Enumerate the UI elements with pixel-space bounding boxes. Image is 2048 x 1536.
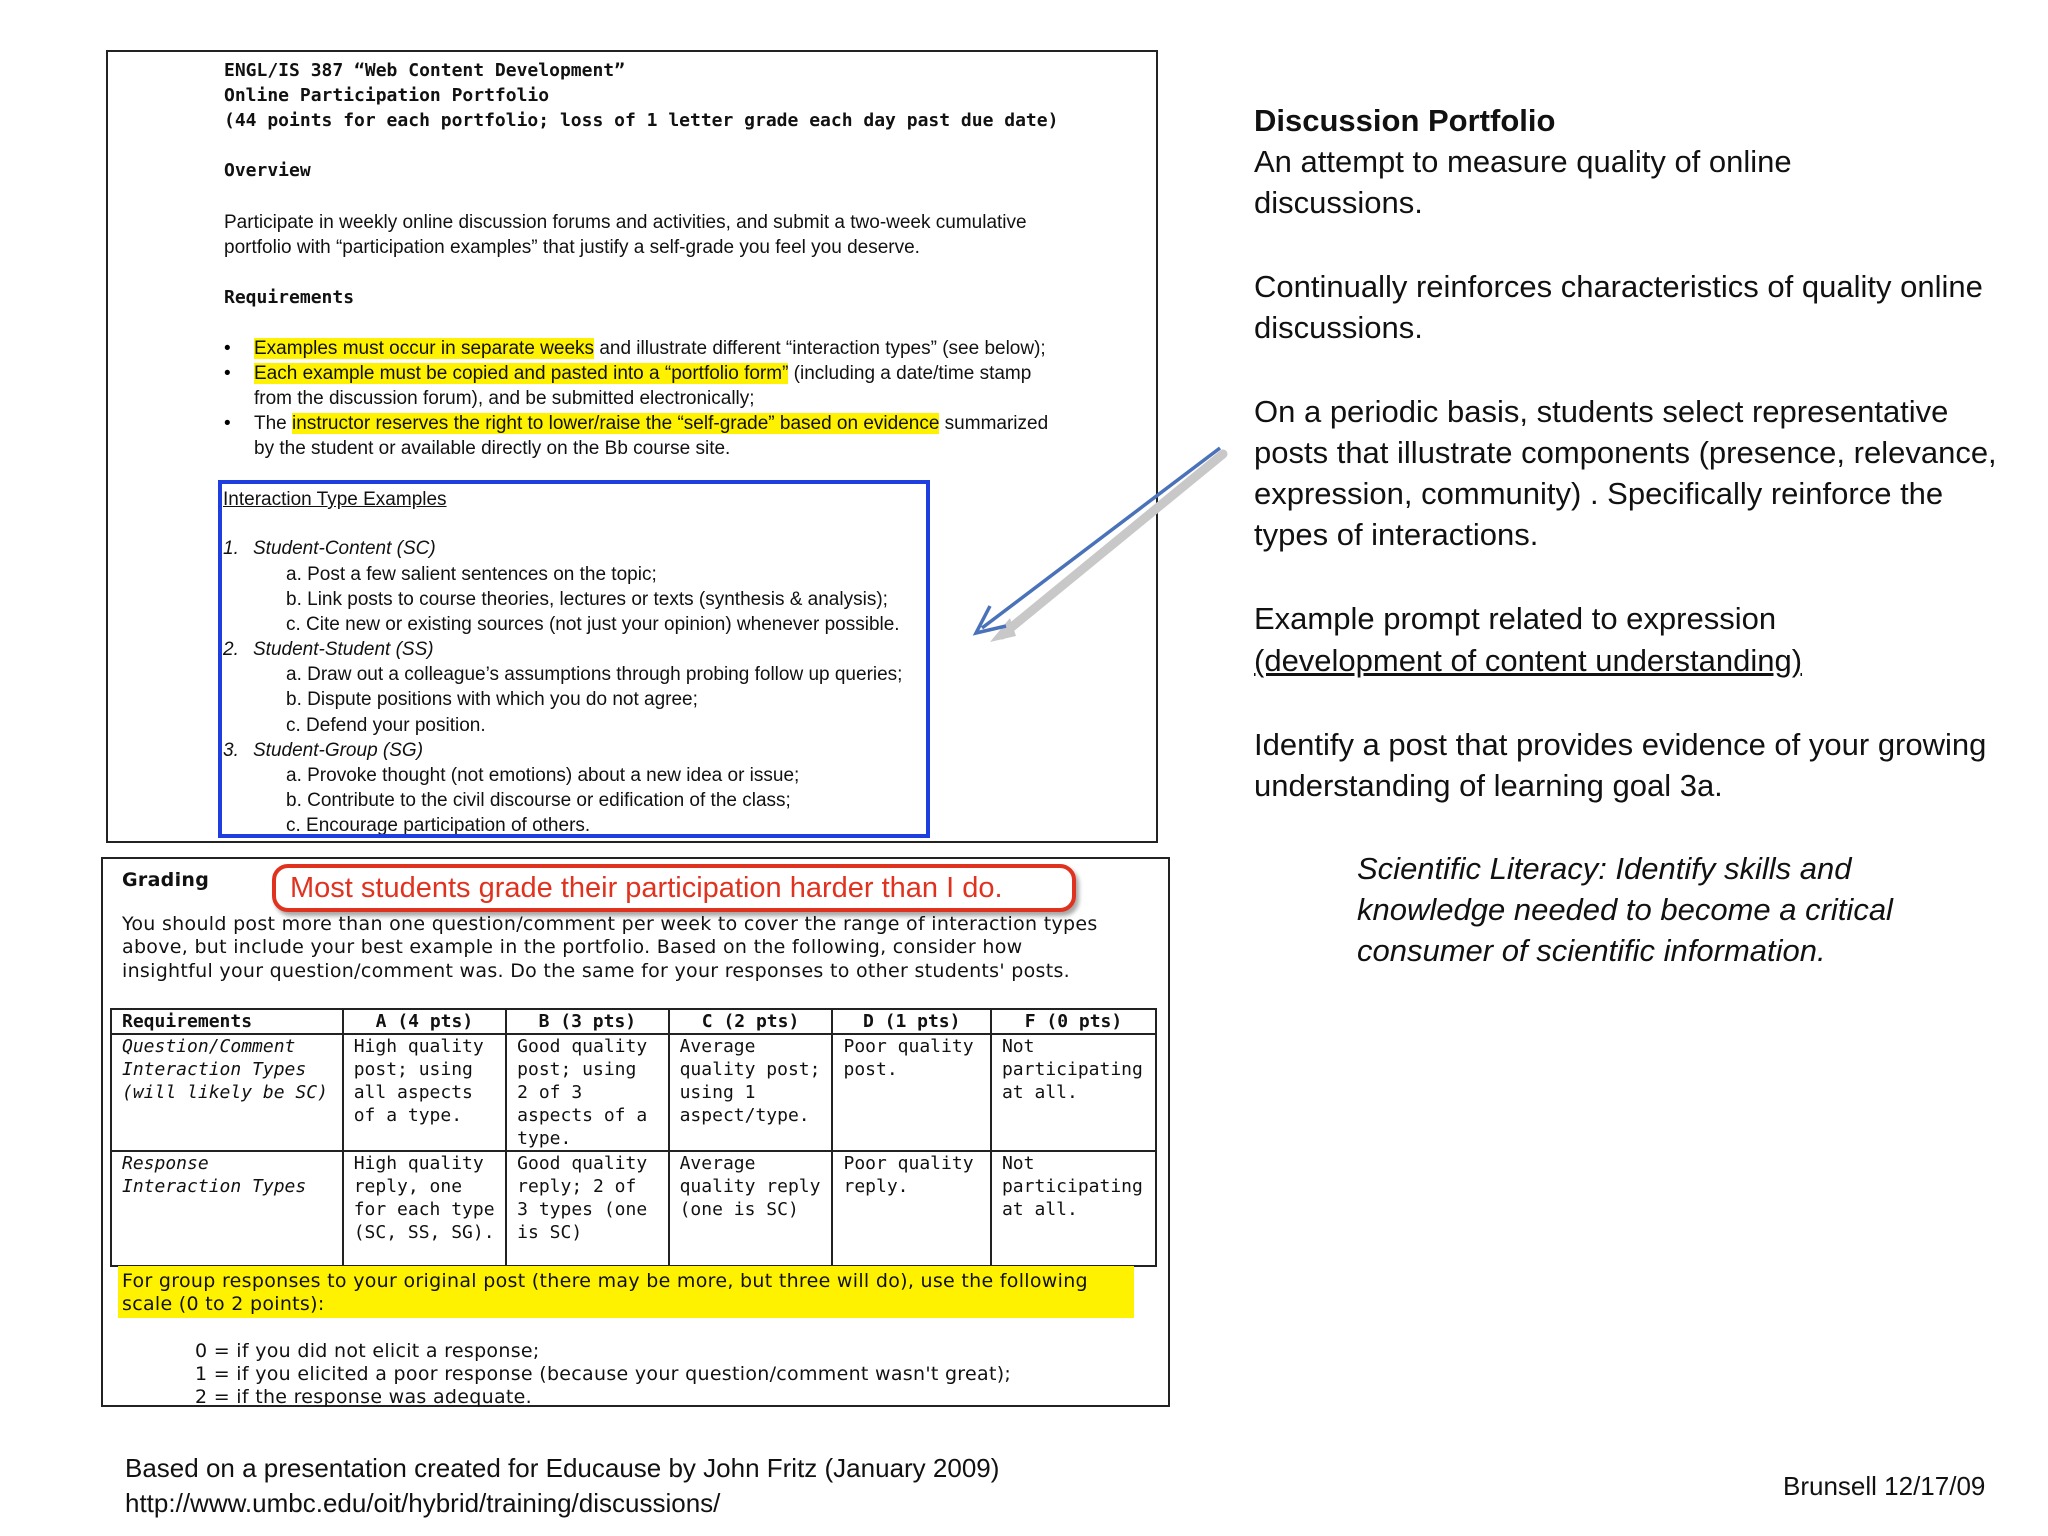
arrow-shadow [1002,454,1223,635]
table-cell: Good quality post; using 2 of 3 aspects of a type. [506,1034,668,1151]
table-cell: Question/Comment Interaction Types (will likely be SC) [111,1034,343,1151]
column-header: C (2 pts) [669,1009,833,1034]
bullet: • [224,413,231,434]
highlight: Each example must be copied and pasted into a “portfolio form” [254,363,789,384]
type-student-student: Student-Student (SS) [253,639,434,660]
scale-item: 1 = if you elicited a poor response (because your question/comment wasn't great); [195,1363,1012,1385]
grading-intro: You should post more than one question/comment per week to cover the range of interaction types [122,913,1098,935]
points-note: (44 points for each portfolio; loss of 1 letter grade each day past due date) [224,110,1059,131]
type-item: b. Link posts to course theories, lectures or texts (synthesis & analysis); [286,589,888,610]
group-response-line: For group responses to your original post (there may be more, but three will do), use the following [122,1270,1088,1292]
scale-item: 2 = if the response was adequate. [195,1386,532,1408]
column-header: F (0 pts) [991,1009,1156,1034]
grading-table [110,1008,1157,1267]
group-response-line: scale (0 to 2 points): [122,1293,325,1315]
example-prompt-label: Example prompt related to expression [1254,601,1777,636]
grading-heading: Grading [122,869,210,891]
slide-title: Discussion Portfolio [1254,103,1556,138]
type-student-group: Student-Group (SG) [253,740,424,761]
column-header: Requirements [111,1009,343,1034]
type-item: c. Defend your position. [286,715,486,736]
highlight: instructor reserves the right to lower/raise the “self-grade” based on evidence [292,413,940,434]
portfolio-subtitle: Online Participation Portfolio [224,85,550,106]
column-header: B (3 pts) [506,1009,668,1034]
column-header: D (1 pts) [832,1009,990,1034]
source-url: http://www.umbc.edu/oit/hybrid/training/discussions/ [125,1488,721,1518]
requirement-2-cont: from the discussion forum), and be submitted electronically; [254,388,755,409]
slide-paragraph: Identify a post that provides evidence of your growing understanding of learning goal 3a. [1254,727,1987,803]
slide-paragraph: On a periodic basis, students select representative posts that illustrate components (presence, relevance, expression, community) . Specifically reinforce the types of interactions. [1254,394,1997,552]
table-cell: Average quality post; using 1 aspect/type. [669,1034,833,1151]
table-cell: Poor quality post. [832,1034,990,1151]
type-item: a. Post a few salient sentences on the topic; [286,564,657,585]
callout-text: Most students grade their participation harder than I do. [290,872,1003,904]
table-row [111,1034,1156,1151]
overview-line: Participate in weekly online discussion forums and activities, and submit a two-week cumulative [224,212,1027,233]
overview-heading: Overview [224,160,311,181]
table-cell: Response Interaction Types [111,1151,343,1266]
type-item: b. Dispute positions with which you do not agree; [286,689,698,710]
type-number: 1. [223,538,239,559]
table-cell: Good quality reply; 2 of 3 types (one is SC) [506,1151,668,1266]
grading-intro: above, but include your best example in the portfolio. Based on the following, consider how [122,936,1023,958]
overview-line: portfolio with “participation examples” that justify a self-grade you feel you deserve. [224,237,920,258]
table-row [111,1151,1156,1266]
table-cell: High quality post; using all aspects of a type. [343,1034,506,1151]
table-cell: High quality reply, one for each type (SC, SS, SG). [343,1151,506,1266]
requirement-2: Each example must be copied and pasted into a “portfolio form” (including a date/time stamp [254,363,1032,384]
learning-goal-quote: Scientific Literacy: Identify skills and knowledge needed to become a critical consumer of scientific information. [1357,851,1893,968]
source-credit: Based on a presentation created for Educause by John Fritz (January 2009) [125,1453,1000,1483]
scale-item: 0 = if you did not elicit a response; [195,1340,540,1362]
type-number: 3. [223,740,239,761]
type-item: a. Draw out a colleague’s assumptions through probing follow up queries; [286,664,903,685]
type-item: b. Contribute to the civil discourse or edification of the class; [286,790,791,811]
slide-paragraph: Continually reinforces characteristics of quality online discussions. [1254,269,1983,345]
requirement-3-cont: by the student or available directly on the Bb course site. [254,438,731,459]
table-cell: Not participating at all. [991,1034,1156,1151]
type-number: 2. [223,639,239,660]
highlight: Examples must occur in separate weeks [254,338,595,359]
requirement-1: Examples must occur in separate weeks and illustrate different “interaction types” (see below); [254,338,1046,359]
type-student-content: Student-Content (SC) [253,538,436,559]
table-cell: Not participating at all. [991,1151,1156,1266]
instructor-callout [272,864,1076,912]
course-title: ENGL/IS 387 “Web Content Development” [224,60,625,81]
bullet: • [224,338,231,359]
type-item: a. Provoke thought (not emotions) about a new idea or issue; [286,765,800,786]
table-header-row [111,1009,1156,1034]
grading-intro: insightful your question/comment was. Do the same for your responses to other students' posts. [122,960,1071,982]
requirements-heading: Requirements [224,287,355,308]
slide-paragraph: An attempt to measure quality of online discussions. [1254,144,1792,220]
column-header: A (4 pts) [343,1009,506,1034]
example-prompt-link: (development of content understanding) [1254,643,1803,678]
table-cell: Poor quality reply. [832,1151,990,1266]
pointer-arrow [930,430,1250,650]
table-cell: Average quality reply (one is SC) [669,1151,833,1266]
interaction-types-title: Interaction Type Examples [223,489,447,510]
requirement-3: The instructor reserves the right to lower/raise the “self-grade” based on evidence summarized [254,413,1049,434]
bullet: • [224,363,231,384]
type-item: c. Encourage participation of others. [286,815,591,834]
author-date: Brunsell 12/17/09 [1783,1471,1986,1501]
type-item: c. Cite new or existing sources (not just your opinion) whenever possible. [286,614,900,635]
arrow-line [982,448,1220,628]
